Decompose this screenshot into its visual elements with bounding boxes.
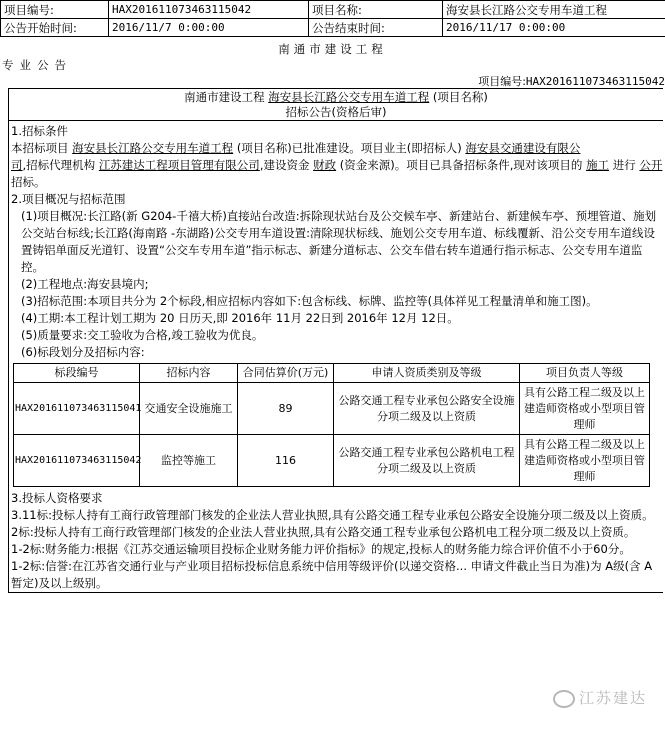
lot-code: HAX201611073463115041 <box>14 383 140 435</box>
section-2-heading: 2.项目概况与招标范围 <box>11 192 126 206</box>
project-location: (2)工程地点:海安县境内; <box>21 277 149 291</box>
work-period: (4)工期:本工程计划工期为 20 日历天,即 2016年 11月 22日到 2016年 12月 12日。 <box>21 311 459 325</box>
meta-proj-name-value: 海安县长江路公交专用车道工程 <box>443 1 665 19</box>
notice-title: 南通市建设工程 海安县长江路公交专用车道工程 (项目名称) 招标公告(资格后审) <box>9 89 663 121</box>
lot-qualification: 公路交通工程专业承包公路安全设施分项二级及以上资质 <box>334 383 520 435</box>
lot-content: 监控等施工 <box>140 435 238 487</box>
project-number: 项目编号:HAX201611073463115042 <box>478 75 665 88</box>
bid-method: 公开 <box>639 158 663 172</box>
quality-requirement: (5)质量要求:交工验收为合格,竣工验收为优良。 <box>21 328 264 342</box>
owner-name: 海安县交通建设有限公 <box>465 141 581 155</box>
lots-header-row <box>14 364 650 383</box>
fund-source: 财政 <box>313 158 337 172</box>
project-name: 海安县长江路公交专用车道工程 <box>72 141 234 155</box>
lot-price: 89 <box>238 383 334 435</box>
header-qualification: 申请人资质类别及等级 <box>334 364 520 383</box>
section-1-body: 本招标项目 海安县长江路公交专用车道工程 (项目名称)已批准建设。项目业主(即招标人) 海安县交通建设有限公 司,招标代理机构 江苏建达工程项目管理有限公司,建设资金 财政 (资金来源)。项目已具备招标条件,现对该项目的 施工 进行 公开 招标。 <box>11 141 663 189</box>
lots-heading: (6)标段划分及招标内容: <box>21 345 145 359</box>
notice-subtitle: 招标公告(资格后审) <box>285 105 387 119</box>
table-row <box>14 383 650 435</box>
lot-manager: 具有公路工程二级及以上建造师资格或小型项目管理师 <box>520 383 650 435</box>
project-overview: (1)项目概况:长江路(新 G204-千禧大桥)直接站台改造:拆除现状站台及公交候车亭、新建站台、新建候车亭、预埋管道、施划公交站台标线;长江路(海南路 -东湖路)公交专用车道设置:清除现状标线、施划公交专用车道、标线覆新、沿公交专用车道线设置铸铝单面反光道钉、设置“公交车专用车道”指示标志、新建分道标志、公交车借右转车道通行指示标志、公交专用车道监控。 <box>21 209 657 274</box>
financial-requirement: 1-2标:财务能力:根据《江苏交通运输项目投标企业财务能力评价指标》的规定,投标人的财务能力综合评价值不小于60分。 <box>11 542 631 556</box>
agent-name: 江苏建达工程项目管理有限公司 <box>98 158 260 172</box>
meta-proj-name-label: 项目名称: <box>309 1 443 19</box>
meta-proj-no-value: HAX201611073463115042 <box>109 1 309 19</box>
lot-qualification: 公路交通工程专业承包公路机电工程分项二级及以上资质 <box>334 435 520 487</box>
meta-end-label: 公告结束时间: <box>309 19 443 37</box>
meta-start-label: 公告开始时间: <box>1 19 109 37</box>
lot-manager: 具有公路工程二级及以上建造师资格或小型项目管理师 <box>520 435 650 487</box>
header-manager: 项目负责人等级 <box>520 364 650 383</box>
qualification-lot-1: 3.11标:投标人持有工商行政管理部门核发的企业法人营业执照,具有公路交通工程专业承包公路安全设施分项二级及以上资质。 <box>11 508 654 522</box>
notice-type: 专业公告 <box>2 58 72 72</box>
meta-proj-no-label: 项目编号: <box>1 1 109 19</box>
notice-box <box>8 88 663 593</box>
header-content: 招标内容 <box>140 364 238 383</box>
table-row <box>14 435 650 487</box>
bid-scope: (3)招标范围:本项目共分为 2个标段,相应招标内容如下:包含标线、标牌、监控等(具体祥见工程量清单和施工图)。 <box>21 294 598 308</box>
header-lot-code: 标段编号 <box>14 364 140 383</box>
meta-start-value: 2016/11/7 0:00:00 <box>109 19 309 37</box>
lot-code: HAX201611073463115042 <box>14 435 140 487</box>
section-3-heading: 3.投标人资格要求 <box>11 491 103 505</box>
lots-table <box>13 363 650 487</box>
header-price: 合同估算价(万元) <box>238 364 334 383</box>
project-phase: 施工 <box>586 158 610 172</box>
watermark: 江苏建达 <box>553 687 647 708</box>
qualification-lot-2: 2标:投标人持有工商行政管理部门核发的企业法人营业执照,具有公路交通工程专业承包公路机电工程分项二级及以上资质。 <box>11 525 636 539</box>
section-1-heading: 1.招标条件 <box>11 124 68 138</box>
notice-content <box>9 121 663 592</box>
wechat-icon <box>553 690 575 708</box>
meta-end-value: 2016/11/17 0:00:00 <box>443 19 665 37</box>
lot-content: 交通安全设施施工 <box>140 383 238 435</box>
lot-price: 116 <box>238 435 334 487</box>
issuer-title: 南通市建设工程 <box>278 42 387 56</box>
title-project-link: 海安县长江路公交专用车道工程 <box>268 90 430 104</box>
credit-requirement: 1-2标:信誉:在江苏省交通行业与产业项目招标投标信息系统中信用等级评价(以递交资格... 申请文件截止当日为准)为 A级(含 A暂定)及以上级别。 <box>11 559 653 590</box>
meta-table <box>0 0 665 37</box>
